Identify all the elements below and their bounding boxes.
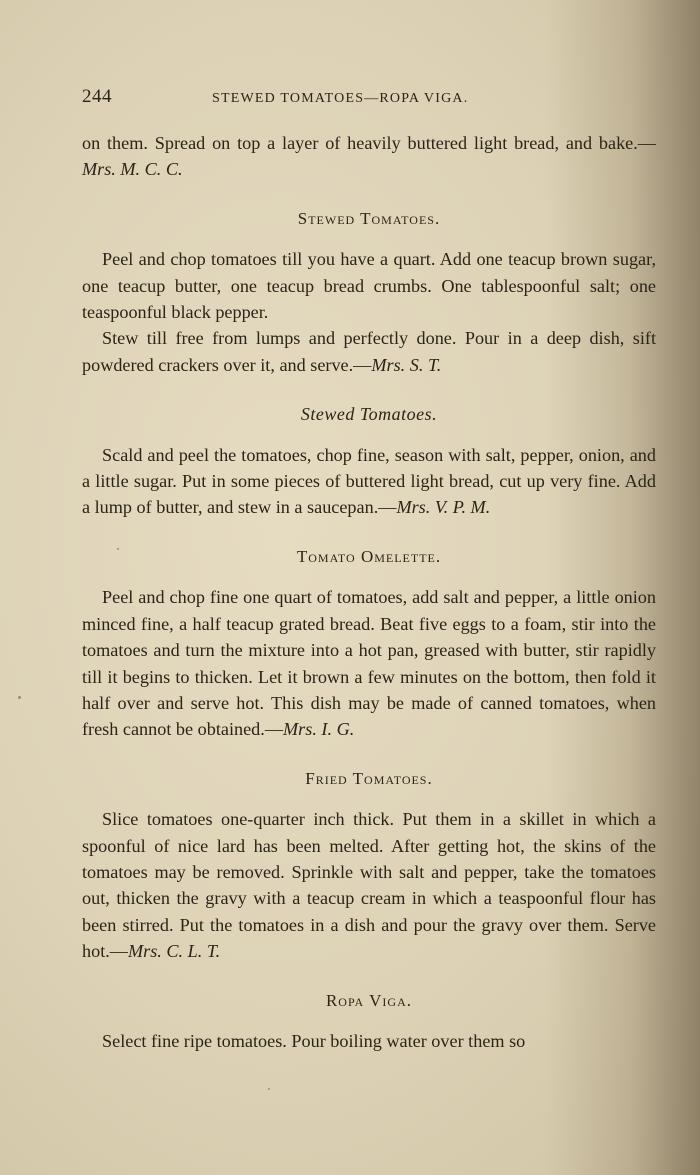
continuation-paragraph (82, 130, 656, 183)
recipe-paragraph (82, 584, 656, 742)
page-number: 244 (82, 86, 112, 107)
recipe-paragraph (82, 325, 656, 378)
recipe-title: Ropa Viga. (325, 990, 413, 1010)
recipe-signature: Mrs. I. G. (283, 719, 355, 740)
paper-speck (117, 548, 119, 550)
recipe-signature: Mrs. M. C. C. (82, 159, 183, 180)
recipe-title: Stewed Tomatoes. (297, 208, 441, 228)
page-header (82, 84, 656, 110)
recipe-paragraph (82, 806, 656, 964)
recipe-title: Fried Tomatoes. (305, 768, 433, 788)
paper-speck (268, 1088, 270, 1090)
paper-speck (18, 696, 21, 699)
paragraph-text: Slice tomatoes one-quarter inch thick. Put them in a skillet in which a spoonful of nice lard has been melted. After getting hot, the skins of the tomatoes may be removed. Sprinkle with salt and pepper, take the tomatoes out, thicken the gravy with a teacup cream in which a teaspoonful flour has been stirred. Put the tomatoes in a dish and pour the gravy over them. Serve hot.— (82, 809, 656, 962)
recipe-paragraph (82, 442, 656, 521)
paragraph-text: Peel and chop tomatoes till you have a quart. Add one teacup brown sugar, one teacup butter, one teacup bread crumbs. One tablespoonful salt; one teaspoonful black pepper. (82, 249, 656, 323)
paragraph-text: Select fine ripe tomatoes. Pour boiling water over them so (102, 1030, 526, 1051)
recipe-title: Stewed Tomatoes. (300, 404, 438, 425)
page-content (82, 84, 656, 1054)
recipe-signature: Mrs. V. P. M. (396, 497, 491, 518)
recipe-signature: Mrs. S. T. (371, 354, 442, 375)
paragraph-text: Stew till free from lumps and perfectly done. Pour in a deep dish, sift powdered crackers over it, and serve.— (82, 328, 656, 375)
recipe-paragraph (82, 246, 656, 325)
recipe-title: Tomato Omelette. (296, 546, 442, 566)
running-head: STEWED TOMATOES—ROPA VIGA. (212, 91, 469, 106)
recipe-signature: Mrs. C. L. T. (127, 941, 221, 962)
recipe-paragraph (82, 1028, 656, 1054)
paragraph-text: Scald and peel the tomatoes, chop fine, season with salt, pepper, onion, and a little sugar. Put in some pieces of buttered light bread, cut up very fine. Add a lump of butter, and stew in a saucepan.— (82, 444, 656, 518)
paragraph-text: Peel and chop fine one quart of tomatoes, add salt and pepper, a little onion minced fine, a half teacup grated bread. Beat five eggs to a foam, stir into the tomatoes and turn the mixture into a hot pan, greased with butter, stir rapidly till it begins to thicken. Let it brown a few minutes on the bottom, then fold it half over and serve hot. This dish may be made of canned tomatoes, when fresh cannot be obtained.— (82, 587, 656, 740)
paragraph-text: on them. Spread on top a layer of heavily buttered light bread, and bake.— (82, 133, 656, 153)
